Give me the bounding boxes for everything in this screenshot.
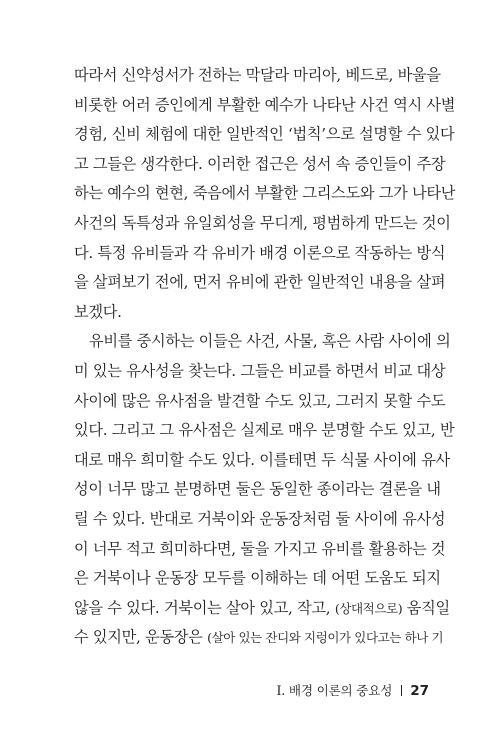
text-line: 은 거북이나 운동장 모두를 이해하는 데 어떤 도움도 되지 <box>74 569 441 588</box>
text-line: 보겠다. <box>74 302 122 321</box>
chapter-title: I. 배경 이론의 중요성 <box>276 683 393 698</box>
small-parenthetical: (살아 있는 잔디와 지렁이가 있다고는 하나 기 <box>207 630 444 646</box>
text-segment: 않을 수 있다. 거북이는 살아 있고, 작고, <box>74 598 331 617</box>
small-parenthetical: (상대적으로) <box>334 600 403 616</box>
text-line <box>74 623 444 653</box>
text-line: 릴 수 있다. 반대로 거북이와 운동장처럼 둘 사이에 유사성 <box>74 509 446 528</box>
text-line: 미 있는 유사성을 찾는다. 그들은 비교를 하면서 비교 대상 <box>74 361 446 380</box>
page-number: 27 <box>410 683 429 699</box>
text-line: 을 살펴보기 전에, 먼저 유비에 관한 일반적인 내용을 살펴 <box>74 273 446 292</box>
text-line: 이 너무 적고 희미하다면, 둘을 가지고 유비를 활용하는 것 <box>74 539 446 558</box>
text-segment: 움직일 <box>406 598 450 617</box>
text-line: 사건의 독특성과 유일회성을 무디게, 평범하게 만드는 것이 <box>74 213 451 232</box>
footer-divider <box>401 685 402 696</box>
text-line: 대로 매우 희미할 수도 있다. 이를테면 두 식물 사이에 유사 <box>74 450 450 469</box>
text-segment: 수 있지만, 운동장은 <box>74 628 203 647</box>
text-line: 비롯한 어러 증인에게 부활한 예수가 나타난 사건 역시 사별 <box>74 95 456 114</box>
text-line: 있다. 그리고 그 유사점은 실제로 매우 분명할 수도 있고, 반 <box>74 421 455 440</box>
text-line: 따라서 신약성서가 전하는 막달라 마리아, 베드로, 바울을 <box>74 66 441 84</box>
text-line: 성이 너무 많고 분명하면 둘은 동일한 종이라는 결론을 내 <box>74 480 441 499</box>
text-line: 경험, 신비 체험에 대한 일반적인 ‘법칙’으로 설명할 수 있다 <box>74 125 455 144</box>
text-line: 다. 특정 유비들과 각 유비가 배경 이론으로 작동하는 방식 <box>74 243 446 262</box>
text-line: 유비를 중시하는 이들은 사건, 사물, 혹은 사람 사이에 의 <box>89 332 451 351</box>
text-line <box>74 594 450 624</box>
text-line: 고 그들은 생각한다. 이러한 접근은 성서 속 증인들이 주장 <box>74 154 446 173</box>
running-footer <box>0 682 429 700</box>
text-line: 사이에 많은 유사점을 발견할 수도 있고, 그러지 못할 수도 <box>74 391 446 410</box>
text-line: 하는 예수의 현현, 죽음에서 부활한 그리스도와 그가 나타난 <box>74 184 456 203</box>
body-text <box>74 61 456 653</box>
